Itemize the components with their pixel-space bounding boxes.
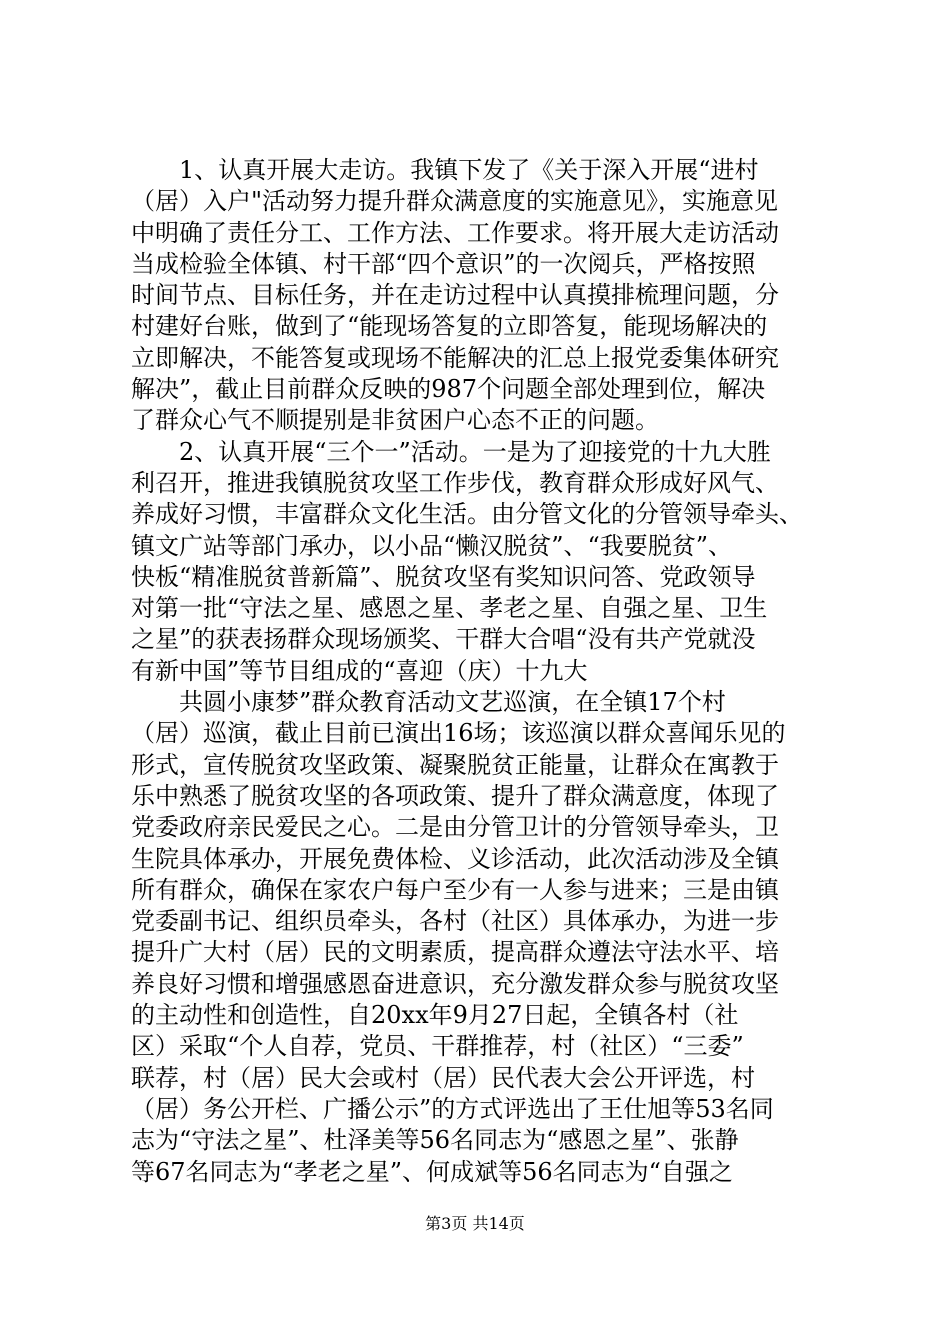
text-line: 志为“守法之星”、杜泽美等56名同志为“感恩之星”、张静: [131, 1126, 739, 1155]
text-line: 联荐，村（居）民大会或村（居）民代表大会公开评选，村: [131, 1063, 755, 1092]
text-line: 当成检验全体镇、村干部“四个意识”的一次阅兵，严格按照: [131, 249, 756, 278]
text-line: 党委副书记、组织员牵头，各村（社区）具体承办，为进一步: [131, 907, 779, 936]
text-line: 村建好台账，做到了“能现场答复的立即答复，能现场解决的: [131, 312, 768, 341]
text-line: 中明确了责任分工、工作方法、工作要求。将开展大走访活动: [131, 218, 779, 247]
text-line: 立即解决，不能答复或现场不能解决的汇总上报党委集体研究: [131, 343, 779, 372]
text-line: （居）入户"活动努力提升群众满意度的实施意见》，实施意见: [131, 187, 779, 216]
text-line: 区）采取“个人自荐，党员、干群推荐，村（社区）“三委”: [131, 1032, 744, 1061]
text-line: 共圆小康梦”群众教育活动文艺巡演，在全镇17个村: [131, 688, 726, 717]
text-line: 形式，宣传脱贫攻坚政策、凝聚脱贫正能量，让群众在寓教于: [131, 750, 779, 779]
text-line: 所有群众，确保在家农户每户至少有一人参与进来；三是由镇: [131, 875, 779, 904]
text-line: 利召开，推进我镇脱贫攻坚工作步伐，教育群众形成好风气、: [131, 468, 779, 497]
text-line: 乐中熟悉了脱贫攻坚的各项政策、提升了群众满意度，体现了: [131, 781, 779, 810]
body-text: [131, 155, 831, 1188]
text-line: 之星”的获表扬群众现场颁奖、干群大合唱“没有共产党就没: [131, 625, 756, 654]
text-line: 了群众心气不顺提别是非贫困户心态不正的问题。: [131, 406, 659, 435]
text-line: 有新中国”等节目组成的“喜迎（庆）十九大: [131, 656, 588, 685]
text-line: 镇文广站等部门承办，以小品“懒汉脱贫”、“我要脱贫”、: [131, 531, 733, 560]
text-line: （居）巡演，截止目前已演出16场；该巡演以群众喜闻乐见的: [131, 719, 786, 748]
text-line: 党委政府亲民爱民之心。二是由分管卫计的分管领导牵头，卫: [131, 813, 779, 842]
text-line: 的主动性和创造性，自20xx年9月27日起，全镇各村（社: [131, 1001, 739, 1030]
text-line: 提升广大村（居）民的文明素质，提高群众遵法守法水平、培: [131, 938, 779, 967]
text-line: 解决”，截止目前群众反映的987个问题全部处理到位，解决: [131, 375, 766, 404]
text-line: 养良好习惯和增强感恩奋进意识，充分激发群众参与脱贫攻坚: [131, 969, 779, 998]
text-line: 等67名同志为“孝老之星”、何成斌等56名同志为“自强之: [131, 1157, 733, 1186]
text-line: 生院具体承办，开展免费体检、义诊活动，此次活动涉及全镇: [131, 844, 779, 873]
text-line: 时间节点、目标任务，并在走访过程中认真摸排梳理问题，分: [131, 281, 779, 310]
text-line: 1、认真开展大走访。我镇下发了《关于深入开展“进村: [131, 156, 759, 184]
text-line: 2、认真开展“三个一”活动。一是为了迎接党的十九大胜: [131, 437, 771, 466]
text-line: （居）务公开栏、广播公示”的方式评选出了王仕旭等53名同: [131, 1094, 774, 1123]
text-line: 快板“精准脱贫普新篇”、脱贫攻坚有奖知识问答、党政领导: [131, 562, 756, 591]
text-line: 对第一批“守法之星、感恩之星、孝老之星、自强之星、卫生: [131, 594, 768, 623]
page-number-footer: 第3页 共14页: [425, 1214, 525, 1233]
text-line: 养成好习惯，丰富群众文化生活。由分管文化的分管领导牵头、: [131, 500, 803, 529]
